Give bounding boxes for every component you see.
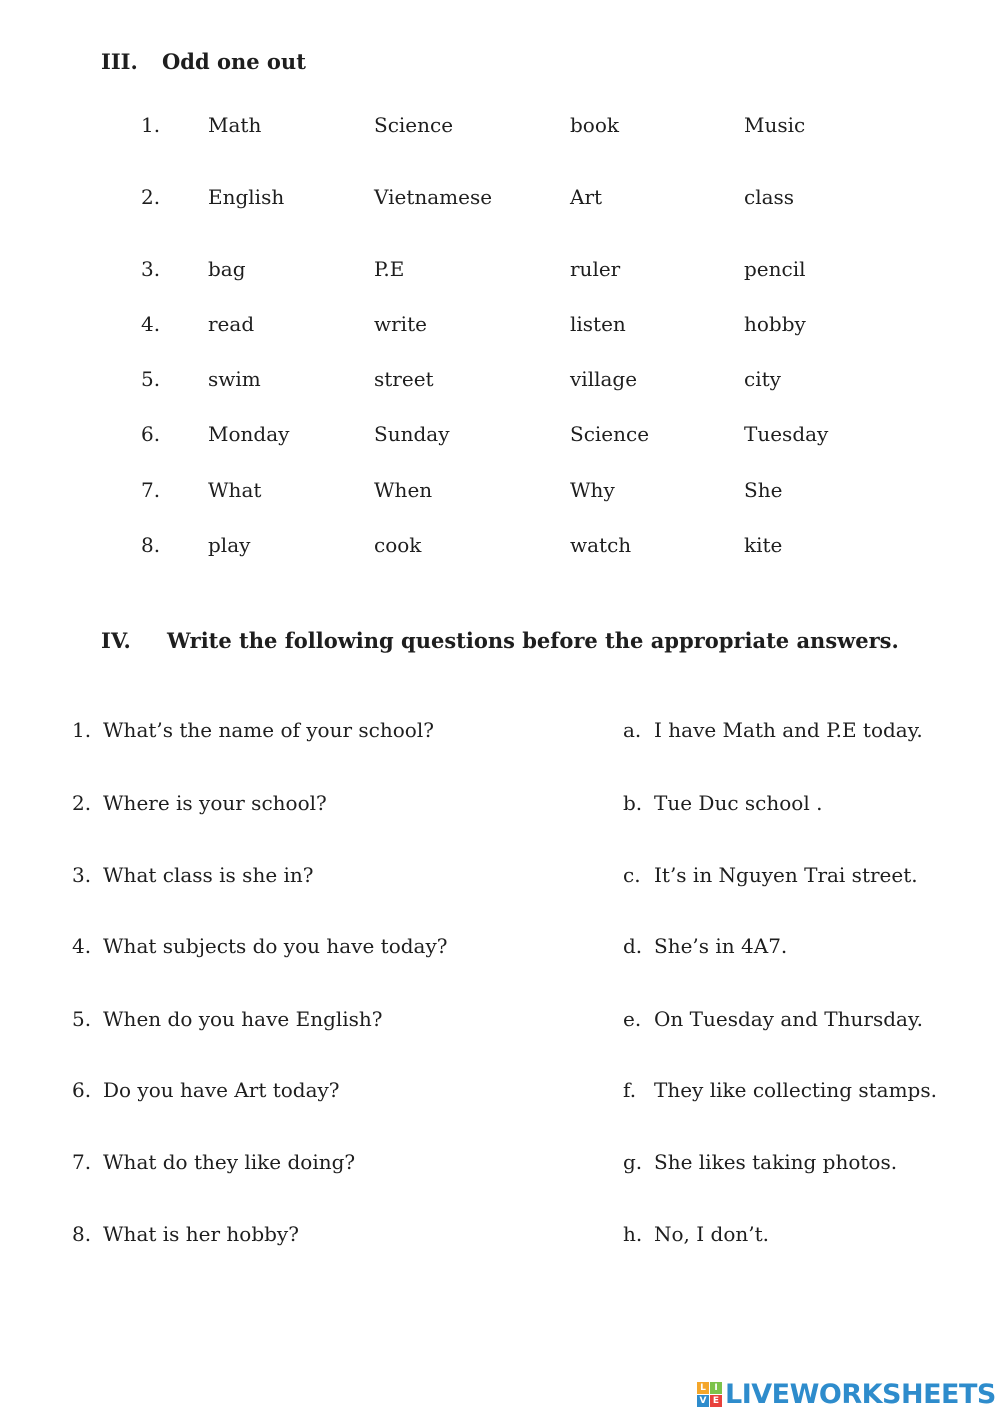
odd-row-number: 5.	[141, 367, 161, 391]
odd-row-word: cook	[374, 533, 422, 557]
odd-row-word: class	[744, 185, 795, 209]
question-number: 2.	[72, 791, 92, 815]
odd-row-word: Science	[570, 422, 650, 446]
answer-letter: g.	[623, 1150, 643, 1174]
question-number: 7.	[72, 1150, 92, 1174]
question-number: 3.	[72, 863, 92, 887]
odd-row-word: ruler	[570, 257, 621, 281]
section3-title: Odd one out	[162, 49, 306, 74]
liveworksheets-logo	[697, 1377, 996, 1411]
odd-row-word: English	[208, 185, 285, 209]
odd-row-word: pencil	[744, 257, 806, 281]
logo-tile: E	[710, 1395, 722, 1407]
section4-title: Write the following questions before the appropriate answers.	[167, 628, 899, 653]
answer-text: No, I don’t.	[654, 1222, 769, 1246]
question-number: 6.	[72, 1078, 92, 1102]
odd-row-number: 6.	[141, 422, 161, 446]
odd-row-word: P.E	[374, 257, 405, 281]
logo-tile: V	[697, 1395, 709, 1407]
answer-text: They like collecting stamps.	[654, 1078, 937, 1102]
question-text: What subjects do you have today?	[103, 934, 448, 958]
odd-row-word: Math	[208, 113, 262, 137]
odd-row-word: book	[570, 113, 620, 137]
odd-row-word: Art	[570, 185, 603, 209]
question-text: Where is your school?	[103, 791, 327, 815]
odd-row-number: 1.	[141, 113, 161, 137]
odd-row-word: She	[744, 478, 783, 502]
question-text: What do they like doing?	[103, 1150, 356, 1174]
odd-row-word: street	[374, 367, 434, 391]
answer-text: Tue Duc school .	[654, 791, 823, 815]
odd-row-word: listen	[570, 312, 626, 336]
question-number: 1.	[72, 718, 92, 742]
logo-tile: L	[697, 1382, 709, 1394]
answer-letter: b.	[623, 791, 643, 815]
logo-tiles	[697, 1382, 722, 1407]
answer-text: She’s in 4A7.	[654, 934, 788, 958]
answer-letter: c.	[623, 863, 641, 887]
odd-row-word: read	[208, 312, 255, 336]
question-text: What is her hobby?	[103, 1222, 299, 1246]
answer-letter: e.	[623, 1007, 642, 1031]
answer-text: It’s in Nguyen Trai street.	[654, 863, 918, 887]
logo-tile: I	[710, 1382, 722, 1394]
odd-row-word: Monday	[208, 422, 290, 446]
logo-text: LIVEWORKSHEETS	[725, 1378, 996, 1410]
question-number: 5.	[72, 1007, 92, 1031]
answer-text: She likes taking photos.	[654, 1150, 898, 1174]
odd-row-word: city	[744, 367, 781, 391]
odd-row-number: 7.	[141, 478, 161, 502]
answer-text: On Tuesday and Thursday.	[654, 1007, 923, 1031]
odd-row-word: Tuesday	[744, 422, 829, 446]
odd-row-word: When	[374, 478, 433, 502]
answer-letter: h.	[623, 1222, 643, 1246]
question-text: What’s the name of your school?	[103, 718, 434, 742]
question-text: What class is she in?	[103, 863, 314, 887]
section4-numeral: IV.	[101, 628, 131, 653]
odd-row-word: Vietnamese	[374, 185, 493, 209]
odd-row-word: write	[374, 312, 427, 336]
odd-row-number: 4.	[141, 312, 161, 336]
section3-numeral: III.	[101, 49, 138, 74]
odd-row-word: swim	[208, 367, 261, 391]
odd-row-word: kite	[744, 533, 783, 557]
odd-row-word: Sunday	[374, 422, 450, 446]
odd-row-word: village	[570, 367, 638, 391]
answer-letter: a.	[623, 718, 642, 742]
odd-row-word: Why	[570, 478, 615, 502]
odd-row-word: Science	[374, 113, 454, 137]
odd-row-word: Music	[744, 113, 806, 137]
question-text: Do you have Art today?	[103, 1078, 340, 1102]
odd-row-number: 3.	[141, 257, 161, 281]
answer-letter: d.	[623, 934, 643, 958]
odd-row-number: 2.	[141, 185, 161, 209]
question-number: 8.	[72, 1222, 92, 1246]
answer-text: I have Math and P.E today.	[654, 718, 923, 742]
odd-row-number: 8.	[141, 533, 161, 557]
question-number: 4.	[72, 934, 92, 958]
odd-row-word: play	[208, 533, 251, 557]
odd-row-word: hobby	[744, 312, 806, 336]
odd-row-word: bag	[208, 257, 246, 281]
odd-row-word: What	[208, 478, 262, 502]
odd-row-word: watch	[570, 533, 632, 557]
answer-letter: f.	[623, 1078, 637, 1102]
question-text: When do you have English?	[103, 1007, 383, 1031]
